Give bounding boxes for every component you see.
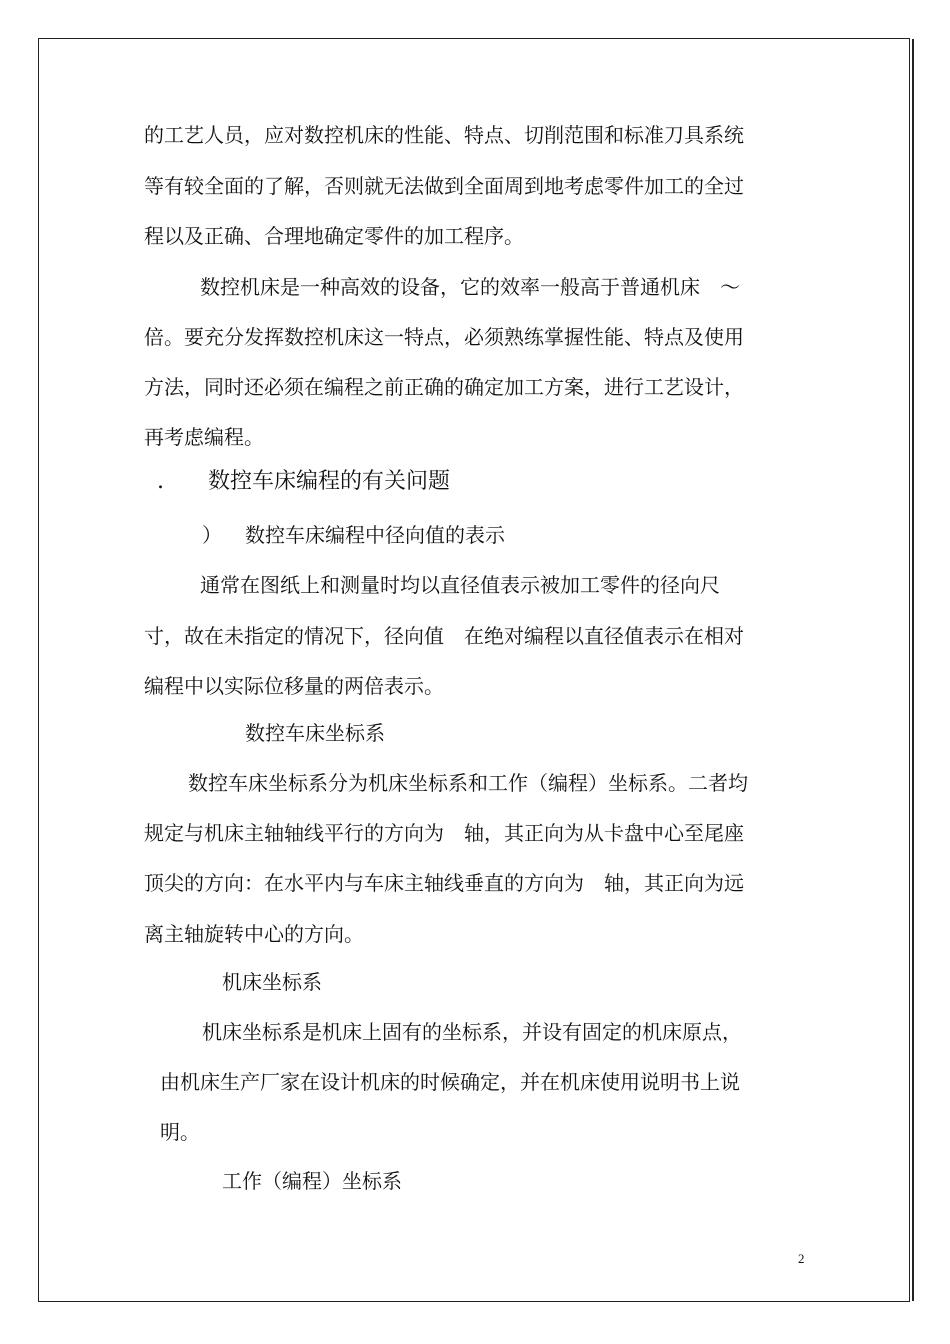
subsection-1-number: ） — [202, 523, 222, 547]
paragraph-3-line-3: 编程中以实际位移量的两倍表示。 — [144, 674, 444, 698]
subsection-1-title: 数控车床编程中径向值的表示 — [245, 523, 505, 547]
paragraph-2-line-4: 再考虑编程。 — [144, 425, 264, 449]
paragraph-4-line-2: 规定与机床主轴轴线平行的方向为 轴，其正向为从卡盘中心至尾座 — [144, 821, 744, 845]
subsection-2-title: 数控车床坐标系 — [245, 721, 385, 745]
paragraph-2-line-2: 倍。要充分发挥数控机床这一特点，必须熟练掌握性能、特点及使用 — [144, 325, 744, 349]
paragraph-5-line-1: 机床坐标系是机床上固有的坐标系，并设有固定的机床原点， — [202, 1020, 742, 1044]
paragraph-2-line-1: 数控机床是一种高效的设备，它的效率一般高于普通机床 ～ — [200, 275, 740, 299]
paragraph-2-line-3: 方法，同时还必须在编程之前正确的确定加工方案，进行工艺设计， — [144, 375, 744, 399]
paragraph-5-line-3: 明。 — [160, 1120, 200, 1144]
subsection-3-title: 机床坐标系 — [222, 970, 322, 994]
section-heading-number: . — [157, 469, 164, 494]
paragraph-1-line-2: 等有较全面的了解，否则就无法做到全面周到地考虑零件加工的全过 — [144, 174, 744, 198]
section-heading-title: 数控车床编程的有关问题 — [208, 469, 451, 494]
subsection-4-title: 工作（编程）坐标系 — [222, 1169, 402, 1193]
paragraph-1-line-3: 程以及正确、合理地确定零件的加工程序。 — [144, 224, 524, 248]
paragraph-4-line-3: 顶尖的方向：在水平内与车床主轴线垂直的方向为 轴，其正向为远 — [144, 871, 744, 895]
paragraph-5-line-2: 由机床生产厂家在设计机床的时候确定，并在机床使用说明书上说 — [160, 1070, 740, 1094]
page-number: 2 — [798, 1251, 805, 1266]
paragraph-3-line-2: 寸，故在未指定的情况下，径向值 在绝对编程以直径值表示在相对 — [144, 624, 744, 648]
paragraph-3-line-1: 通常在图纸上和测量时均以直径值表示被加工零件的径向尺 — [200, 573, 720, 597]
paragraph-1-line-1: 的工艺人员，应对数控机床的性能、特点、切削范围和标准刀具系统 — [144, 123, 744, 147]
paragraph-4-line-1: 数控车床坐标系分为机床坐标系和工作（编程）坐标系。二者均 — [188, 771, 748, 795]
paragraph-4-line-4: 离主轴旋转中心的方向。 — [144, 922, 364, 946]
